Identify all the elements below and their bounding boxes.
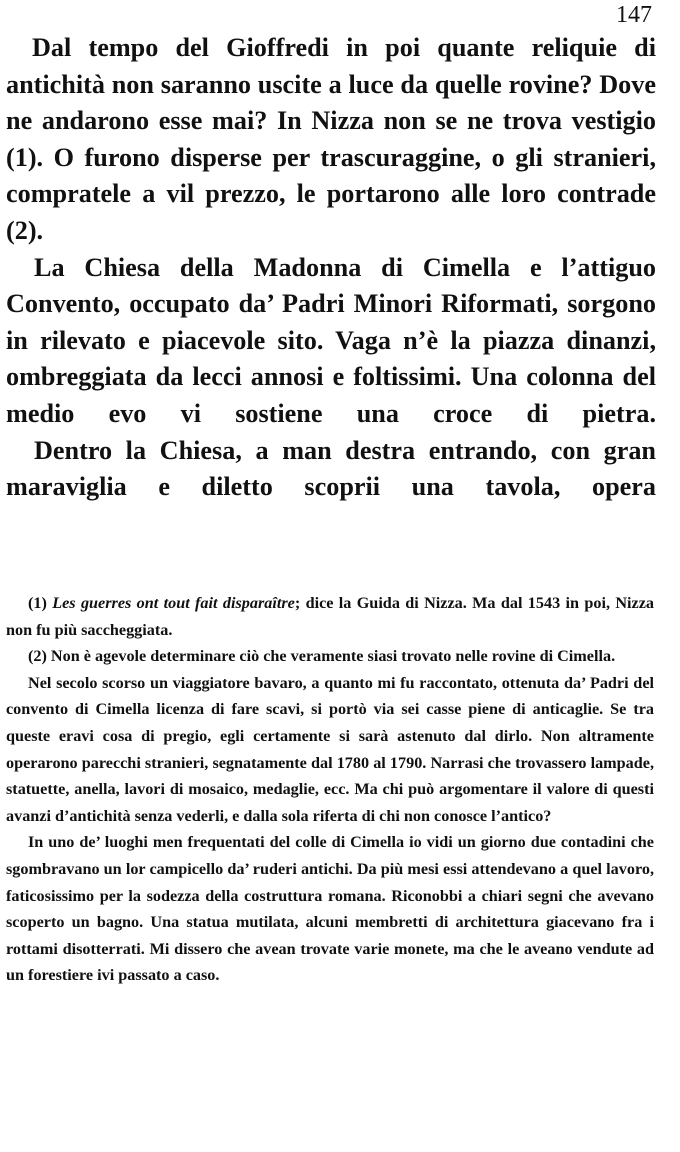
footnote-1 — [6, 590, 654, 643]
footnotes — [6, 590, 654, 989]
body-paragraph-1: Dal tempo del Gioffredi in poi quante reliquie di antichità non saranno uscite a luce da quelle rovine? Dove ne andarono esse mai? In Nizza non se ne trova vestigio (1). O furono disperse per trascuraggine, o gli stranieri, compratele a vil prezzo, le portarono alle loro contrade (2). — [6, 33, 656, 245]
body-paragraph-2: La Chiesa della Madonna di Cimella e l’attiguo Convento, occupato da’ Padri Minori Riformati, sorgono in rilevato e piacevole sito. Vaga n’è la piazza dinanzi, ombreggiata da lecci annosi e foltissimi. Una colonna del medio evo vi sostiene una croce di pietra. — [6, 252, 656, 428]
page-number: 147 — [616, 2, 652, 28]
footnote-2-paragraph-3: In uno de’ luoghi men frequentati del colle di Cimella io vidi un giorno due contadini che sgombravano un lor campicello da’ ruderi antichi. Da più mesi essi attendevano a quel lavoro, faticosissimo per la sodezza della costruttura romana. Riconobbi a chiari segni che avevano scoperto un bagno. Una statua mutilata, alcuni membretti di architettura giacevano fra i rottami disotterrati. Mi dissero che avean trovate varie monete, ma che le aveano vendute ad un forestiere ivi passato a caso. — [6, 833, 654, 985]
footnote-1-marker: (1) — [28, 594, 53, 612]
footnote-1-quote: Les guerres ont tout fait disparaître — [52, 594, 295, 612]
body-paragraph-3: Dentro la Chiesa, a man destra entrando, con gran maraviglia e diletto scoprii una tavola, opera — [6, 435, 656, 502]
footnote-2: (2) Non è agevole determinare ciò che veramente siasi trovato nelle rovine di Cimella. — [28, 647, 616, 666]
footnote-2-paragraph-2: Nel secolo scorso un viaggiatore bavaro, a quanto mi fu raccontato, ottenuta da’ Padri del convento di Cimella licenza di fare scavi, si portò via sei casse piene di anticaglie. Se tra queste eravi cosa di pregio, egli certamente si sarà astenuto dal dirlo. Non altramente operarono parecchi stranieri, segnatamente dal 1780 al 1790. Narrasi che trovassero lampade, statuette, anella, lavori di mosaico, medaglie, ecc. Ma chi può argomentare il valore di questi avanzi d’antichità senza vederli, e dalla sola riferta di chi non conosce l’antico? — [6, 673, 654, 825]
footnote-1-text: ; dice la Guida di Nizza. Ma dal 1543 in poi, Nizza non fu più saccheggiata. — [6, 594, 655, 639]
main-text — [6, 30, 656, 506]
